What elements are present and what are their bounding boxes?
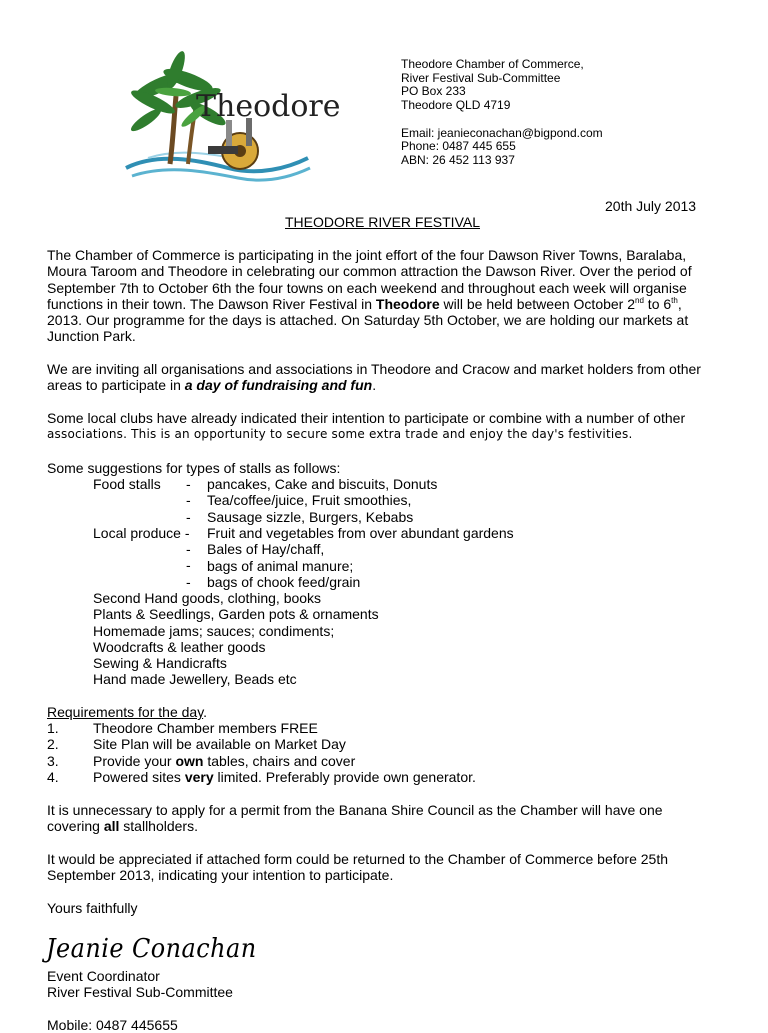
dash: - <box>186 573 191 590</box>
dash: - <box>186 541 191 557</box>
signer-role: Event Coordinator <box>47 968 160 984</box>
text-line: Moura Taroom and Theodore in celebrating our common attraction the Dawson River. Over the period of <box>47 263 692 280</box>
requirement-item <box>93 720 476 736</box>
text-span: Provide your <box>93 752 176 769</box>
list-item: bags of animal manure; <box>207 557 354 574</box>
letter-title: THEODORE RIVER FESTIVAL <box>285 214 480 230</box>
text-span: to 6 <box>643 295 672 312</box>
bold-italic-text: a day of fundraising and fun <box>184 377 373 394</box>
suggestions-intro: Some suggestions for types of stalls as follows: <box>47 460 341 476</box>
list-item: Fruit and vegetables from over abundant gardens <box>207 525 514 541</box>
text-line: 2013. Our programme for the days is attached. On Saturday 5th October, we are holding our markets at <box>47 312 689 329</box>
list-number: 4. <box>47 768 59 785</box>
text-span: limited. Preferably provide own generator. <box>213 768 476 785</box>
text-line: September 2013, indicating your intention to participate. <box>47 867 394 884</box>
logo-wordmark: Theodore <box>196 89 341 124</box>
other-stalls-list <box>93 590 379 688</box>
produce-dashes <box>186 541 191 590</box>
theodore-logo <box>118 56 341 186</box>
closing: Yours faithfully <box>47 900 138 916</box>
text-line: It is unnecessary to apply for a permit from the Banana Shire Council as the Chamber will have one <box>47 802 663 818</box>
signature: Jeanie Conachan <box>46 934 257 964</box>
sender-block <box>401 58 603 168</box>
text-span: tables, chairs and cover <box>203 752 356 769</box>
bold-text: own <box>175 752 204 769</box>
sender-town: Theodore QLD 4719 <box>401 98 511 113</box>
dash: - <box>186 508 191 525</box>
requirements-numbers <box>47 720 59 785</box>
text-span: will be held between October 2 <box>439 295 636 312</box>
signer-mobile: Mobile: 0487 445655 <box>47 1016 178 1033</box>
list-number: 3. <box>47 752 59 769</box>
list-item: Bales of Hay/chaff, <box>207 541 325 558</box>
superscript: nd <box>635 295 644 305</box>
bold-text: very <box>184 768 214 785</box>
logo-graphic <box>118 56 341 186</box>
text-line <box>47 377 701 393</box>
list-item: Woodcrafts & leather goods <box>93 638 266 655</box>
dash: - <box>186 557 191 574</box>
heading-end: . <box>203 704 208 720</box>
list-item: Sausage sizzle, Burgers, Kebabs <box>207 508 414 525</box>
sender-email: Email: jeanieconachan@bigpond.com <box>401 125 603 140</box>
requirement-item <box>93 769 476 785</box>
sender-committee: River Festival Sub-Committee <box>401 70 561 85</box>
text-span: covering <box>47 818 104 835</box>
signer-committee: River Festival Sub-Committee <box>47 984 233 1001</box>
text-span: Site Plan will be available on Market Day <box>93 736 346 753</box>
list-item: Second Hand goods, clothing, books <box>93 590 322 606</box>
requirement-item <box>93 753 476 769</box>
paragraph-intro <box>47 247 692 345</box>
letter-date: 20th July 2013 <box>605 198 697 214</box>
text-span: , <box>677 295 682 312</box>
list-item: Plants & Seedlings, Garden pots & ornaments <box>93 606 379 623</box>
food-dashes <box>186 476 191 525</box>
text-span: areas to participate in <box>47 377 185 394</box>
bold-text: all <box>103 818 120 835</box>
list-number: 1. <box>47 720 59 736</box>
text-span: Powered sites <box>93 768 185 785</box>
paragraph-invite <box>47 361 701 394</box>
text-span: functions in their town. The Dawson River Festival in <box>47 295 376 312</box>
text-line: Junction Park. <box>47 328 136 345</box>
sender-po-box: PO Box 233 <box>401 84 466 99</box>
requirements-list <box>93 720 476 785</box>
dash: - <box>186 476 191 492</box>
paragraph-return-form <box>47 851 668 884</box>
text-line <box>47 296 692 312</box>
sender-phone: Phone: 0487 445 655 <box>401 139 516 154</box>
food-list <box>207 476 437 525</box>
text-span: stallholders. <box>119 818 198 835</box>
food-stalls-label: Food stalls <box>93 476 161 492</box>
list-item: Tea/coffee/juice, Fruit smoothies, <box>207 492 412 509</box>
text-span: . <box>372 377 377 394</box>
heading-text: Requirements for the day <box>47 704 204 720</box>
bold-text: Theodore <box>375 295 440 312</box>
list-item: Sewing & Handicrafts <box>93 655 227 672</box>
list-number: 2. <box>47 736 59 753</box>
text-line: It would be appreciated if attached form could be returned to the Chamber of Commerce before 25th <box>47 851 669 867</box>
text-span: Theodore Chamber members FREE <box>93 720 318 736</box>
text-line: September 7th to October 6th the four towns on each weekend and throughout each week will organise <box>47 279 687 296</box>
text-line: Some local clubs have already indicated their intention to participate or combine with a number of other <box>47 410 686 426</box>
list-item: bags of chook feed/grain <box>207 573 361 590</box>
paragraph-clubs <box>47 410 685 443</box>
text-line: associations. This is an opportunity to secure some extra trade and enjoy the day's festivities. <box>47 427 633 442</box>
sender-org: Theodore Chamber of Commerce, <box>401 57 584 71</box>
superscript: th <box>671 295 678 305</box>
list-item: Homemade jams; sauces; condiments; <box>93 622 335 639</box>
requirements-heading <box>47 704 207 720</box>
text-line: We are inviting all organisations and associations in Theodore and Cracow and market holders from other <box>47 361 701 377</box>
paragraph-permit <box>47 802 663 835</box>
sender-abn: ABN: 26 452 113 937 <box>401 152 515 167</box>
requirement-item <box>93 736 476 752</box>
signer-block <box>47 968 233 1033</box>
local-produce-label: Local produce - <box>93 525 190 541</box>
produce-list <box>207 525 514 590</box>
dash: - <box>186 492 191 509</box>
text-line: The Chamber of Commerce is participating in the joint effort of the four Dawson River Towns, Baralaba, <box>47 247 687 263</box>
text-line <box>47 818 663 834</box>
list-item: pancakes, Cake and biscuits, Donuts <box>207 476 438 492</box>
list-item: Hand made Jewellery, Beads etc <box>93 671 297 688</box>
